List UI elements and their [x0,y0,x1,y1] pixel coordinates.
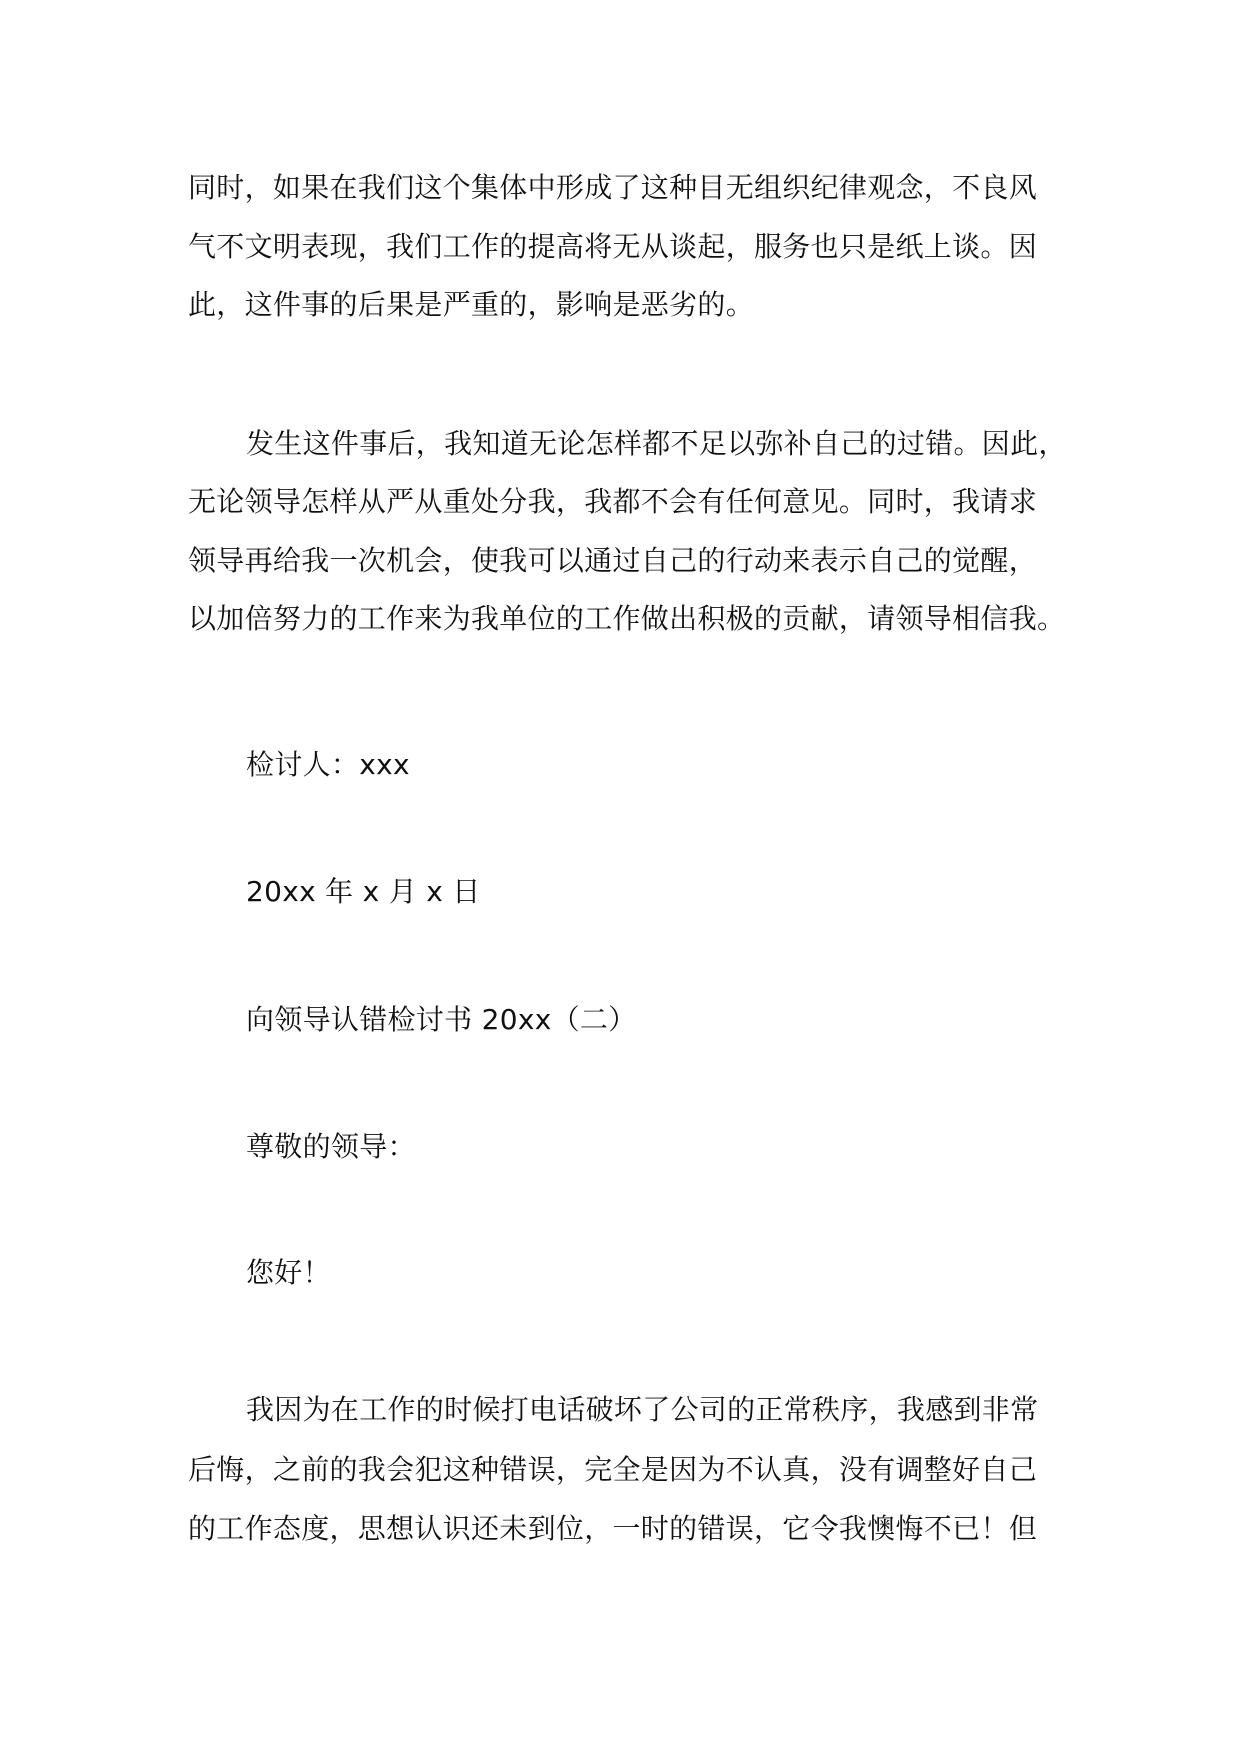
text-line: 此，这件事的后果是严重的，影响是恶劣的。 [188,288,755,321]
greeting: 您好！ [246,1256,331,1289]
signature-line: 检讨人：xxx [246,748,410,781]
date-line: 20xx 年 x 月 x 日 [246,875,481,908]
salutation: 尊敬的领导： [246,1130,416,1163]
section-title: 向领导认错检讨书 20xx（二） [246,1003,637,1036]
text-line: 的工作态度，思想认识还未到位，一时的错误，它令我懊悔不已！但 [188,1512,1038,1545]
text-line: 后悔，之前的我会犯这种错误，完全是因为不认真，没有调整好自己 [188,1453,1038,1486]
text-line: 无论领导怎样从严从重处分我，我都不会有任何意见。同时，我请求 [188,485,1038,518]
text-line: 领导再给我一次机会，使我可以通过自己的行动来表示自己的觉醒， [188,544,1038,577]
text-line: 气不文明表现，我们工作的提高将无从谈起，服务也只是纸上谈。因 [188,230,1038,263]
text-line: 发生这件事后，我知道无论怎样都不足以弥补自己的过错。因此， [246,427,1067,460]
text-line: 以加倍努力的工作来为我单位的工作做出积极的贡献，请领导相信我。 [188,602,1066,635]
text-line: 我因为在工作的时候打电话破坏了公司的正常秩序，我感到非常 [246,1393,1039,1426]
text-line: 同时，如果在我们这个集体中形成了这种目无组织纪律观念，不良风 [188,171,1038,204]
